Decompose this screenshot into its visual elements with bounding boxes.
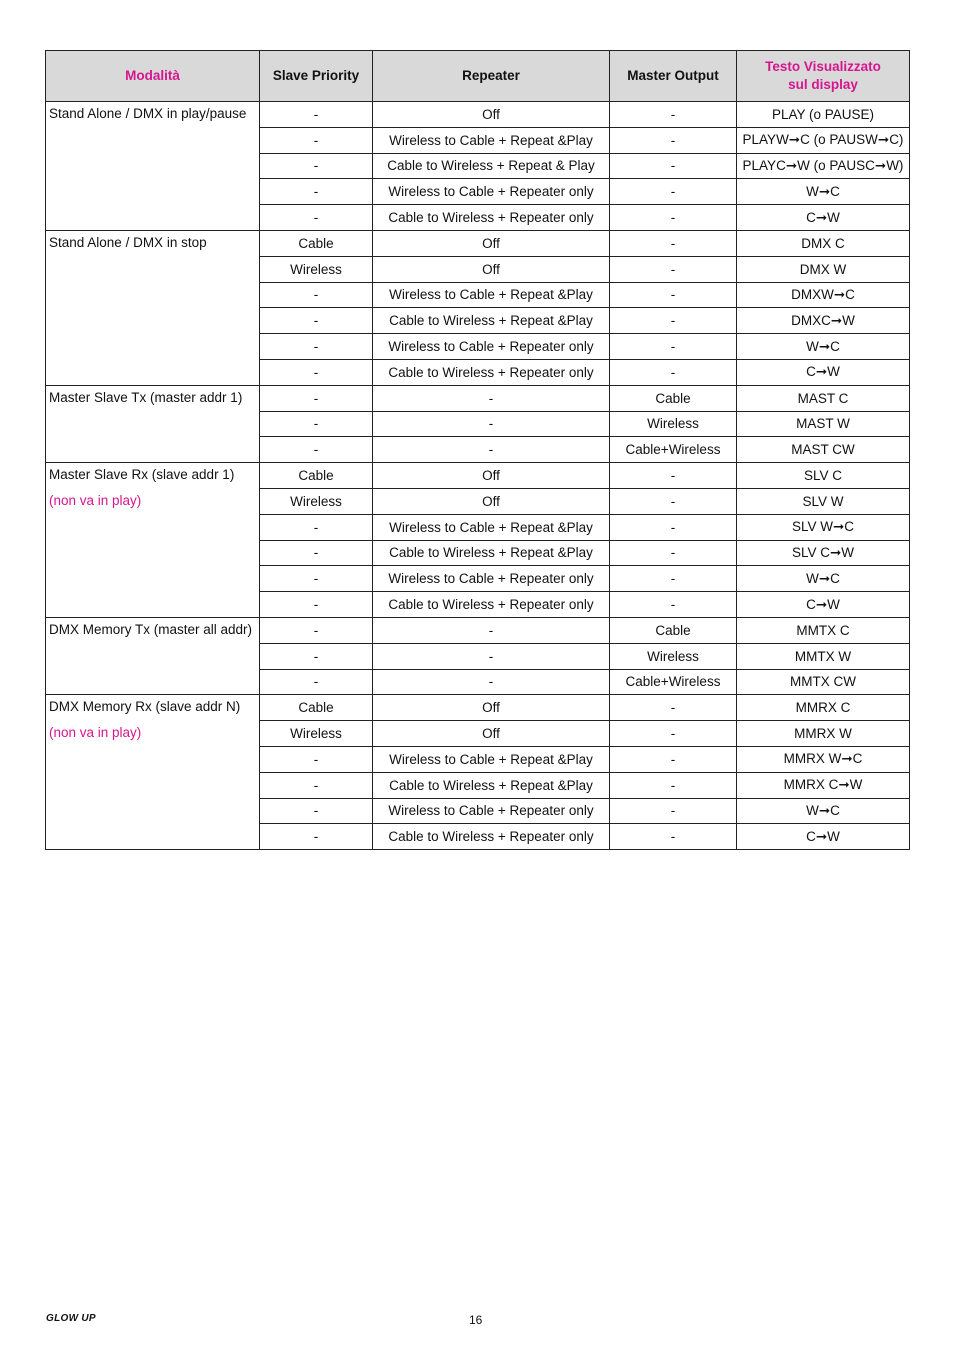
display-text-cell: MMTX CW bbox=[737, 669, 910, 695]
repeater-cell: Wireless to Cable + Repeater only bbox=[373, 179, 610, 205]
slave-priority-cell: - bbox=[260, 566, 373, 592]
repeater-cell: Wireless to Cable + Repeater only bbox=[373, 798, 610, 824]
slave-priority-cell: Wireless bbox=[260, 721, 373, 747]
display-text-cell: MMRX W➞C bbox=[737, 746, 910, 772]
display-text-cell: MMTX W bbox=[737, 643, 910, 669]
table-body bbox=[46, 102, 910, 850]
repeater-cell: - bbox=[373, 411, 610, 437]
mode-cell bbox=[46, 695, 260, 850]
master-output-cell: - bbox=[610, 359, 737, 385]
display-text-cell: DMXC➞W bbox=[737, 308, 910, 334]
page-number: 16 bbox=[469, 1313, 483, 1327]
mode-cell bbox=[46, 463, 260, 618]
repeater-cell: Off bbox=[373, 230, 610, 256]
master-output-cell: Cable bbox=[610, 617, 737, 643]
master-output-cell: Wireless bbox=[610, 411, 737, 437]
slave-priority-cell: - bbox=[260, 308, 373, 334]
header-modalita: Modalità bbox=[46, 51, 260, 102]
slave-priority-cell: - bbox=[260, 592, 373, 618]
master-output-cell: - bbox=[610, 463, 737, 489]
repeater-cell: Off bbox=[373, 102, 610, 128]
repeater-cell: Wireless to Cable + Repeater only bbox=[373, 334, 610, 360]
slave-priority-cell: Cable bbox=[260, 463, 373, 489]
table-row bbox=[46, 102, 910, 128]
mode-label: DMX Memory Tx (master all addr) bbox=[49, 621, 253, 637]
repeater-cell: Wireless to Cable + Repeater only bbox=[373, 566, 610, 592]
display-text-cell: C➞W bbox=[737, 359, 910, 385]
repeater-cell: Off bbox=[373, 256, 610, 282]
display-text-cell: W➞C bbox=[737, 566, 910, 592]
repeater-cell: Cable to Wireless + Repeat & Play bbox=[373, 153, 610, 179]
mode-cell bbox=[46, 230, 260, 385]
repeater-cell: Cable to Wireless + Repeater only bbox=[373, 592, 610, 618]
display-text-cell: PLAYW➞C (o PAUSW➞C) bbox=[737, 127, 910, 153]
repeater-cell: Off bbox=[373, 488, 610, 514]
mode-note: (non va in play) bbox=[49, 725, 142, 741]
master-output-cell: - bbox=[610, 798, 737, 824]
master-output-cell: - bbox=[610, 256, 737, 282]
master-output-cell: - bbox=[610, 824, 737, 850]
master-output-cell: - bbox=[610, 230, 737, 256]
slave-priority-cell: - bbox=[260, 179, 373, 205]
master-output-cell: Cable+Wireless bbox=[610, 669, 737, 695]
master-output-cell: Cable+Wireless bbox=[610, 437, 737, 463]
display-text-cell: MMRX C bbox=[737, 695, 910, 721]
mode-note: (non va in play) bbox=[49, 492, 142, 508]
slave-priority-cell: - bbox=[260, 102, 373, 128]
repeater-cell: Wireless to Cable + Repeat &Play bbox=[373, 282, 610, 308]
display-text-cell: SLV W➞C bbox=[737, 514, 910, 540]
master-output-cell: - bbox=[610, 308, 737, 334]
table-row bbox=[46, 617, 910, 643]
display-text-cell: MAST C bbox=[737, 385, 910, 411]
display-text-cell: C➞W bbox=[737, 205, 910, 231]
slave-priority-cell: - bbox=[260, 617, 373, 643]
display-text-cell: DMX C bbox=[737, 230, 910, 256]
slave-priority-cell: Cable bbox=[260, 695, 373, 721]
master-output-cell: Cable bbox=[610, 385, 737, 411]
master-output-cell: - bbox=[610, 592, 737, 618]
mode-label: DMX Memory Rx (slave addr N) bbox=[49, 699, 241, 715]
display-text-cell: W➞C bbox=[737, 798, 910, 824]
table-row bbox=[46, 230, 910, 256]
display-text-cell: DMX W bbox=[737, 256, 910, 282]
master-output-cell: - bbox=[610, 540, 737, 566]
display-text-cell: PLAY (o PAUSE) bbox=[737, 102, 910, 128]
display-text-cell: SLV W bbox=[737, 488, 910, 514]
repeater-cell: - bbox=[373, 617, 610, 643]
mode-label: Stand Alone / DMX in play/pause bbox=[49, 106, 247, 121]
slave-priority-cell: - bbox=[260, 798, 373, 824]
header-repeater: Repeater bbox=[373, 51, 610, 102]
repeater-cell: Off bbox=[373, 463, 610, 489]
master-output-cell: - bbox=[610, 102, 737, 128]
slave-priority-cell: - bbox=[260, 772, 373, 798]
repeater-cell: Cable to Wireless + Repeat &Play bbox=[373, 308, 610, 334]
master-output-cell: Wireless bbox=[610, 643, 737, 669]
repeater-cell: Wireless to Cable + Repeat &Play bbox=[373, 514, 610, 540]
mode-cell bbox=[46, 102, 260, 231]
master-output-cell: - bbox=[610, 566, 737, 592]
slave-priority-cell: Cable bbox=[260, 230, 373, 256]
slave-priority-cell: - bbox=[260, 411, 373, 437]
display-text-cell: C➞W bbox=[737, 824, 910, 850]
header-slave-priority: Slave Priority bbox=[260, 51, 373, 102]
slave-priority-cell: - bbox=[260, 153, 373, 179]
master-output-cell: - bbox=[610, 772, 737, 798]
master-output-cell: - bbox=[610, 179, 737, 205]
repeater-cell: Wireless to Cable + Repeat &Play bbox=[373, 127, 610, 153]
mode-label: Master Slave Rx (slave addr 1) bbox=[49, 467, 235, 483]
mode-cell bbox=[46, 385, 260, 462]
header-testo-visualizzato: Testo Visualizzato sul display bbox=[737, 51, 910, 102]
display-text-cell: SLV C➞W bbox=[737, 540, 910, 566]
repeater-cell: Off bbox=[373, 695, 610, 721]
mode-table bbox=[45, 50, 910, 850]
display-text-cell: W➞C bbox=[737, 334, 910, 360]
slave-priority-cell: - bbox=[260, 205, 373, 231]
repeater-cell: - bbox=[373, 669, 610, 695]
slave-priority-cell: - bbox=[260, 334, 373, 360]
display-text-cell: MMRX C➞W bbox=[737, 772, 910, 798]
display-text-cell: MAST CW bbox=[737, 437, 910, 463]
header-master-output: Master Output bbox=[610, 51, 737, 102]
display-text-cell: MMRX W bbox=[737, 721, 910, 747]
table-row bbox=[46, 385, 910, 411]
slave-priority-cell: - bbox=[260, 669, 373, 695]
display-text-cell: C➞W bbox=[737, 592, 910, 618]
master-output-cell: - bbox=[610, 746, 737, 772]
mode-label: Master Slave Tx (master addr 1) bbox=[49, 389, 243, 405]
mode-label: Stand Alone / DMX in stop bbox=[49, 234, 207, 250]
repeater-cell: - bbox=[373, 643, 610, 669]
table-row bbox=[46, 695, 910, 721]
slave-priority-cell: - bbox=[260, 127, 373, 153]
slave-priority-cell: - bbox=[260, 643, 373, 669]
repeater-cell: Cable to Wireless + Repeater only bbox=[373, 359, 610, 385]
repeater-cell: Cable to Wireless + Repeat &Play bbox=[373, 772, 610, 798]
master-output-cell: - bbox=[610, 721, 737, 747]
slave-priority-cell: - bbox=[260, 746, 373, 772]
master-output-cell: - bbox=[610, 127, 737, 153]
table-header bbox=[46, 51, 910, 102]
master-output-cell: - bbox=[610, 695, 737, 721]
master-output-cell: - bbox=[610, 514, 737, 540]
slave-priority-cell: Wireless bbox=[260, 256, 373, 282]
slave-priority-cell: - bbox=[260, 824, 373, 850]
table-row bbox=[46, 463, 910, 489]
repeater-cell: Off bbox=[373, 721, 610, 747]
display-text-cell: DMXW➞C bbox=[737, 282, 910, 308]
slave-priority-cell: - bbox=[260, 540, 373, 566]
master-output-cell: - bbox=[610, 334, 737, 360]
display-text-cell: SLV C bbox=[737, 463, 910, 489]
repeater-cell: - bbox=[373, 437, 610, 463]
slave-priority-cell: - bbox=[260, 385, 373, 411]
repeater-cell: - bbox=[373, 385, 610, 411]
slave-priority-cell: - bbox=[260, 359, 373, 385]
slave-priority-cell: - bbox=[260, 282, 373, 308]
master-output-cell: - bbox=[610, 488, 737, 514]
display-text-cell: MAST W bbox=[737, 411, 910, 437]
repeater-cell: Cable to Wireless + Repeat &Play bbox=[373, 540, 610, 566]
mode-cell bbox=[46, 617, 260, 694]
display-text-cell: PLAYC➞W (o PAUSC➞W) bbox=[737, 153, 910, 179]
master-output-cell: - bbox=[610, 282, 737, 308]
master-output-cell: - bbox=[610, 205, 737, 231]
display-text-cell: W➞C bbox=[737, 179, 910, 205]
slave-priority-cell: Wireless bbox=[260, 488, 373, 514]
repeater-cell: Wireless to Cable + Repeat &Play bbox=[373, 746, 610, 772]
repeater-cell: Cable to Wireless + Repeater only bbox=[373, 824, 610, 850]
display-text-cell: MMTX C bbox=[737, 617, 910, 643]
master-output-cell: - bbox=[610, 153, 737, 179]
footer-brand: GLOW UP bbox=[46, 1313, 96, 1324]
repeater-cell: Cable to Wireless + Repeater only bbox=[373, 205, 610, 231]
slave-priority-cell: - bbox=[260, 437, 373, 463]
slave-priority-cell: - bbox=[260, 514, 373, 540]
